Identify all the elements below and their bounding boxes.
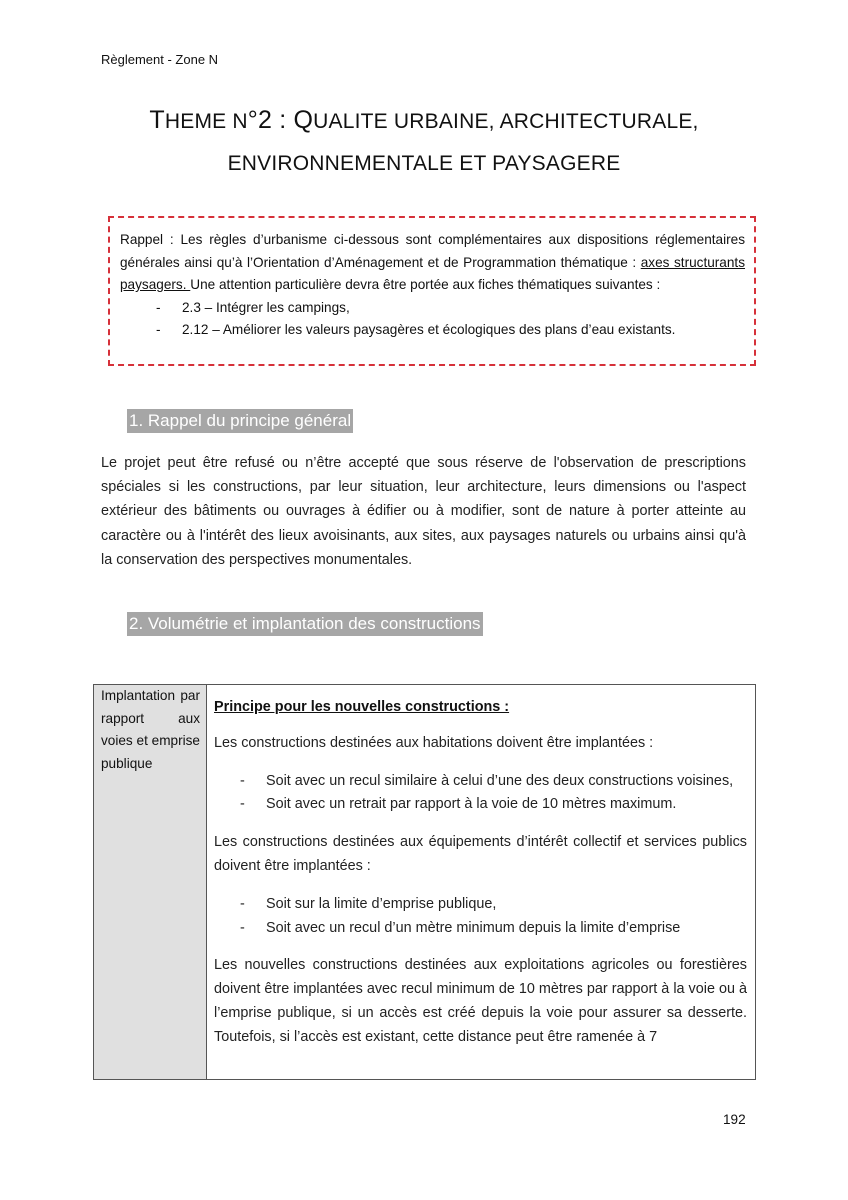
row-label: Implantation par rapport aux voies et emprise publique bbox=[94, 685, 207, 1080]
page-title-line-2: ENVIRONNEMENTALE ET PAYSAGERE bbox=[227, 152, 621, 175]
principle-heading: Principe pour les nouvelles constructions : bbox=[214, 699, 510, 715]
running-header: Règlement - Zone N bbox=[101, 52, 219, 67]
title-initial: Q bbox=[293, 106, 314, 134]
rule-list bbox=[214, 893, 747, 941]
rappel-list bbox=[120, 297, 745, 342]
page-title-line-1 bbox=[0, 106, 848, 135]
rappel-continuation: Une attention particulière devra être portée aux fiches thématiques suivantes : bbox=[190, 277, 661, 292]
rule-paragraph: Les nouvelles constructions destinées aux exploitations agricoles ou forestières doivent être implantées avec recul minimum de 10 mètres par rapport à la voie ou à l’emprise publique, si un accès est créé depuis la voie pour assurer sa desserte. Toutefois, si l’accès est existant, cette distance peut être ramenée à 7 bbox=[214, 957, 747, 1045]
title-initial: T bbox=[149, 106, 165, 134]
rappel-intro: Rappel : Les règles d’urbanisme ci-dessous sont complémentaires aux dispositions réglementaires générales ainsi qu’à l’Orientation d’Aménagement et de Programmation thématique : bbox=[120, 232, 745, 270]
title-text: UALITE URBAINE, ARCHITECTURALE, bbox=[313, 110, 699, 133]
list-item: - Soit avec un recul similaire à celui d’une des deux constructions voisines, bbox=[214, 770, 747, 794]
section-heading-2: 2. Volumétrie et implantation des constructions bbox=[127, 612, 483, 636]
table-row bbox=[94, 685, 756, 1080]
rappel-list-item: - 2.12 – Améliorer les valeurs paysagères et écologiques des plans d’eau existants. bbox=[120, 319, 745, 342]
row-content bbox=[207, 685, 756, 1080]
list-item: - Soit avec un recul d’un mètre minimum depuis la limite d’emprise bbox=[214, 917, 747, 941]
rule-paragraph: Les constructions destinées aux habitations doivent être implantées : bbox=[214, 734, 654, 751]
rules-table bbox=[93, 684, 756, 1080]
rappel-list-item: - 2.3 – Intégrer les campings, bbox=[120, 297, 745, 320]
list-item: - Soit sur la limite d’emprise publique, bbox=[214, 893, 747, 917]
title-text: °2 : bbox=[247, 106, 294, 134]
section-heading-1: 1. Rappel du principe général bbox=[127, 409, 353, 433]
rule-paragraph: Les constructions destinées aux équipements d’intérêt collectif et services publics doivent être implantées : bbox=[214, 834, 747, 874]
section-1-paragraph: Le projet peut être refusé ou n’être accepté que sous réserve de l'observation de prescriptions spéciales si les constructions, par leur situation, leur architecture, leurs dimensions ou l'aspect extérieur des bâtiments ou ouvrages à édifier ou à modifier, sont de nature à porter atteinte au caractère ou à l'intérêt des lieux avoisinants, aux sites, aux paysages naturels ou urbains ainsi qu'à la conservation des perspectives monumentales. bbox=[101, 455, 746, 568]
list-item: - Soit avec un retrait par rapport à la voie de 10 mètres maximum. bbox=[214, 793, 747, 817]
rappel-box bbox=[108, 216, 756, 366]
rule-list bbox=[214, 770, 747, 818]
rappel-reference-link[interactable]: axes structurants paysagers. bbox=[120, 254, 746, 292]
rappel-text bbox=[120, 229, 745, 297]
page-number: 192 bbox=[723, 1112, 746, 1127]
title-text: HEME N bbox=[164, 110, 248, 133]
